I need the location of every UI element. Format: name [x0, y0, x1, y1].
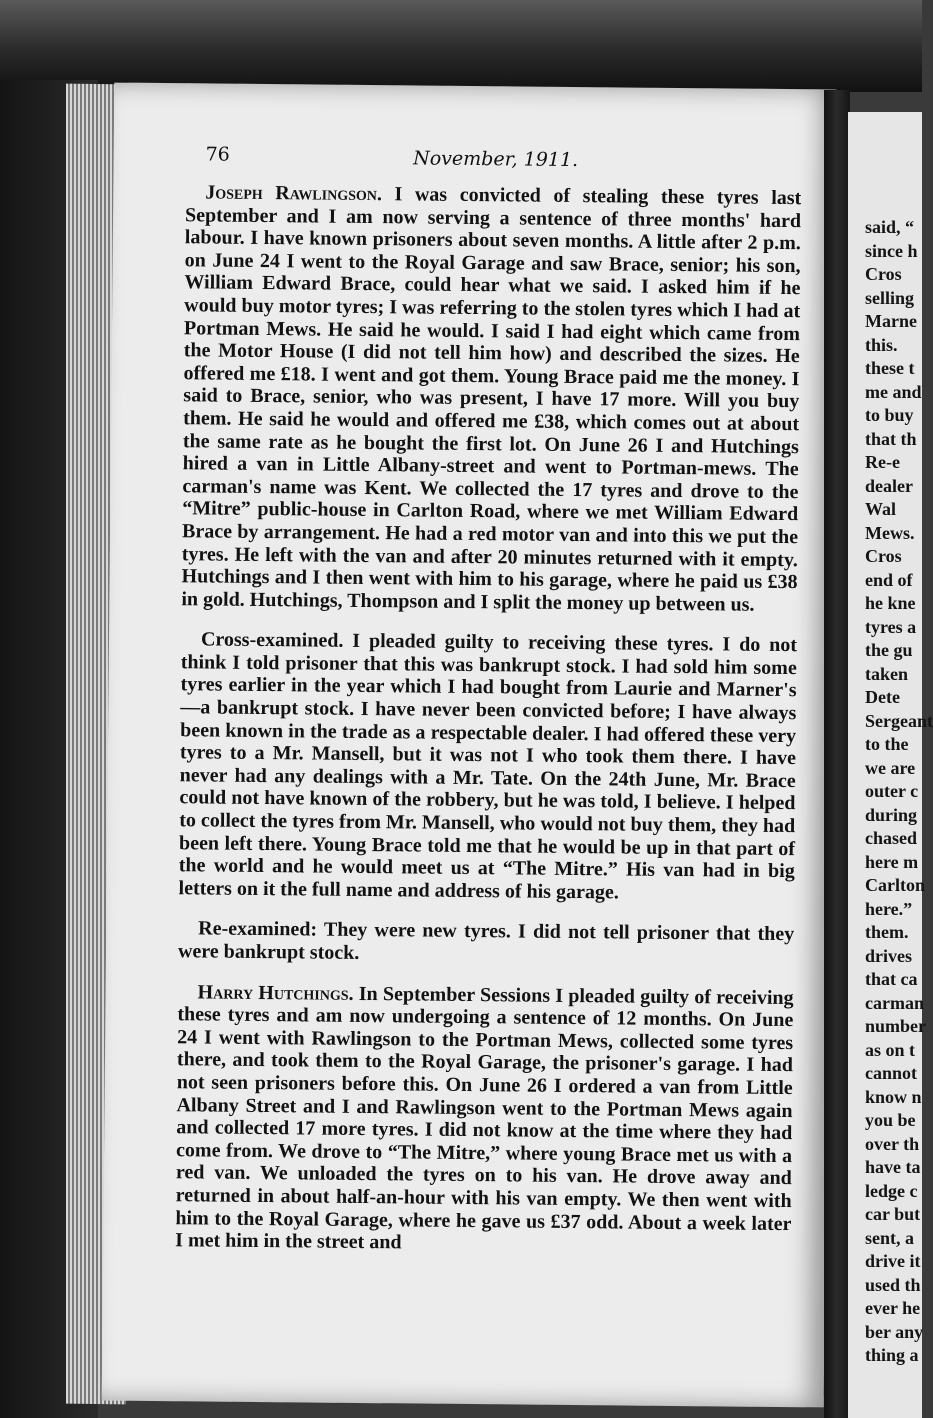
- right-page-line: carman: [865, 992, 924, 1013]
- right-page-line: here m: [865, 851, 919, 872]
- right-page-line: ledge c: [865, 1180, 918, 1201]
- right-page-line: outer c: [865, 781, 919, 801]
- right-page-line: sent, a: [865, 1227, 914, 1248]
- right-page-line: the gu: [865, 640, 913, 660]
- right-page-line: Marne: [865, 311, 917, 331]
- right-page-line: said, “: [865, 217, 915, 237]
- paragraph-text: In September Sessions I pleaded guilty of receiving these tyres and am now undergoing a sentence of 12 months. On June 24 I went with Rawlingson to the Portman Mews, collected some tyres there, and took them to the Royal Garage, the prisoner's garage. I had not seen prisoners before this. On June 26 I ordered a van from Little Albany Street and I and Rawlingson went to the Portman Mews again and collected 17 more tyres. I did not know at the time where they had come from. We drove to “The Mitre,” where young Brace met us with a red van. We unloaded the tyres on to his van. He drove away and returned in about half-an-hour with his van empty. We then went with him to the Royal Garage, where he gave us £37 odd. About a week later I met him in the street and: [175, 982, 794, 1254]
- right-page-line: Mews.: [865, 522, 915, 543]
- right-page-line: since h: [865, 240, 918, 261]
- speaker-name: Harry Hutchings.: [197, 981, 354, 1005]
- paragraph-rawlingson: [181, 181, 801, 616]
- right-page-line: to the: [865, 734, 909, 754]
- paragraph-text: Cross-examined. I pleaded guilty to receiving these tyres. I do not think I told prisoner that this was bankrupt stock. I had sold him some tyres earlier in the year which I had bought from Laurie and Marner's—a bankrupt stock. I have never been convicted before; I have always been known in the trade as a respectable dealer. I had offered these very tyres to a Mr. Mansell, but it was not I who took them there. I have never had any dealings with a Mr. Tate. On the 24th June, Mr. Brace could not have known of the robbery, but he was told, I believe. I helped to collect the tyres from Mr. Mansell, who would not buy them, they had been left there. Young Brace told me that he would be up in that part of the world and he would meet us at “The Mitre.” His van had in big letters on it the full name and address of his garage.: [178, 628, 798, 904]
- paragraph-text: I was convicted of stealing these tyres last September and I am now serving a sentence of three months' hard labour. I have known prisoners about seven months. A little after 2 p.m. on June 24 I went to the Royal Garage and saw Brace, senior; his son, William Edward Brace, could hear what we said. I asked him if he would buy motor tyres; I was referring to the stolen tyres which I had at Portman Mews. He said he would. I said I had eight which came from the Motor House (I did not tell him how) and described the sizes. He offered me £18. I went and got them. Young Brace paid me the money. I said to Brace, senior, who was present, I have 17 more. Will you buy them. He said he would and offered me £38, which comes out at about the same rate as he bought the first lot. On June 26 I and Hutchings hired a van in Little Albany-street and went to Portman-mews. The carman's name was Kent. We collected the 17 tyres and drove to the “Mitre” public-house in Carlton Road, where we met William Edward Brace by arrangement. He had a red motor van and into this we put the tyres. He left with the van and after 20 minutes returned with it empty. Hutchings and I then went with him to his garage, where he paid us £38 in gold. Hutchings, Thompson and I split the money up between us.: [181, 183, 802, 616]
- right-page-line: ever he: [865, 1298, 921, 1318]
- right-page-line: Carlton: [865, 875, 925, 895]
- right-page-line: cannot: [865, 1063, 918, 1083]
- right-page-line: have ta: [865, 1157, 921, 1177]
- right-page-line: that th: [865, 428, 917, 449]
- right-page-line: Wal: [865, 499, 897, 519]
- page-header: [205, 143, 765, 178]
- right-page-line: them.: [865, 922, 909, 942]
- right-page-line: Dete: [865, 687, 900, 707]
- right-page-line: here.”: [865, 898, 913, 919]
- right-page-line: chased: [865, 828, 918, 848]
- book-gutter: [824, 90, 850, 1418]
- right-page-text-column: [865, 216, 933, 1368]
- right-page-line: used th: [865, 1274, 921, 1295]
- right-page-line: Re-e: [865, 452, 900, 472]
- body-text: [175, 181, 801, 1276]
- right-page-line: me and: [865, 381, 922, 402]
- right-page-line: Cros: [865, 264, 902, 284]
- right-page-line: tyres a: [865, 616, 917, 637]
- background-top: [0, 0, 922, 92]
- paragraph-cross-examined: [179, 629, 798, 906]
- right-page-line: you be: [865, 1110, 916, 1130]
- right-page-line: dealer: [865, 475, 913, 496]
- right-page-line: we are: [865, 757, 916, 778]
- page-number: 76: [205, 143, 230, 166]
- paragraph-hutchings: [175, 981, 794, 1258]
- right-page-line: that ca: [865, 969, 918, 989]
- right-page-line: thing a: [865, 1345, 919, 1365]
- right-page-line: end of: [865, 569, 913, 590]
- right-page-line: know n: [865, 1086, 922, 1107]
- paragraph-text: Re-examined: They were new tyres. I did not tell prisoner that they were bankrupt stock.: [177, 917, 795, 964]
- right-page-line: to buy: [865, 405, 914, 425]
- right-page-line: drives: [865, 945, 912, 966]
- right-page-line: Cros: [865, 546, 902, 566]
- left-page: [102, 83, 837, 1408]
- right-page-line: Sergeant: [865, 710, 933, 731]
- speaker-name: Joseph Rawlingson.: [205, 181, 383, 206]
- running-title: November, 1911.: [413, 147, 579, 172]
- right-page-line: selling: [865, 287, 915, 308]
- right-page-line: he kne: [865, 593, 916, 613]
- right-page-line: during: [865, 804, 918, 825]
- right-page-fragment: [848, 112, 933, 1418]
- right-page-line: this.: [865, 334, 898, 355]
- right-page-line: taken: [865, 663, 909, 684]
- paragraph-re-examined: [178, 918, 794, 969]
- right-page-line: drive it: [865, 1251, 921, 1271]
- right-page-line: as on t: [865, 1039, 916, 1060]
- right-page-line: these t: [865, 358, 915, 378]
- right-page-line: over th: [865, 1133, 920, 1154]
- right-page-line: number: [865, 1016, 927, 1036]
- right-page-line: car but: [865, 1204, 921, 1224]
- right-page-line: ber any: [865, 1321, 924, 1342]
